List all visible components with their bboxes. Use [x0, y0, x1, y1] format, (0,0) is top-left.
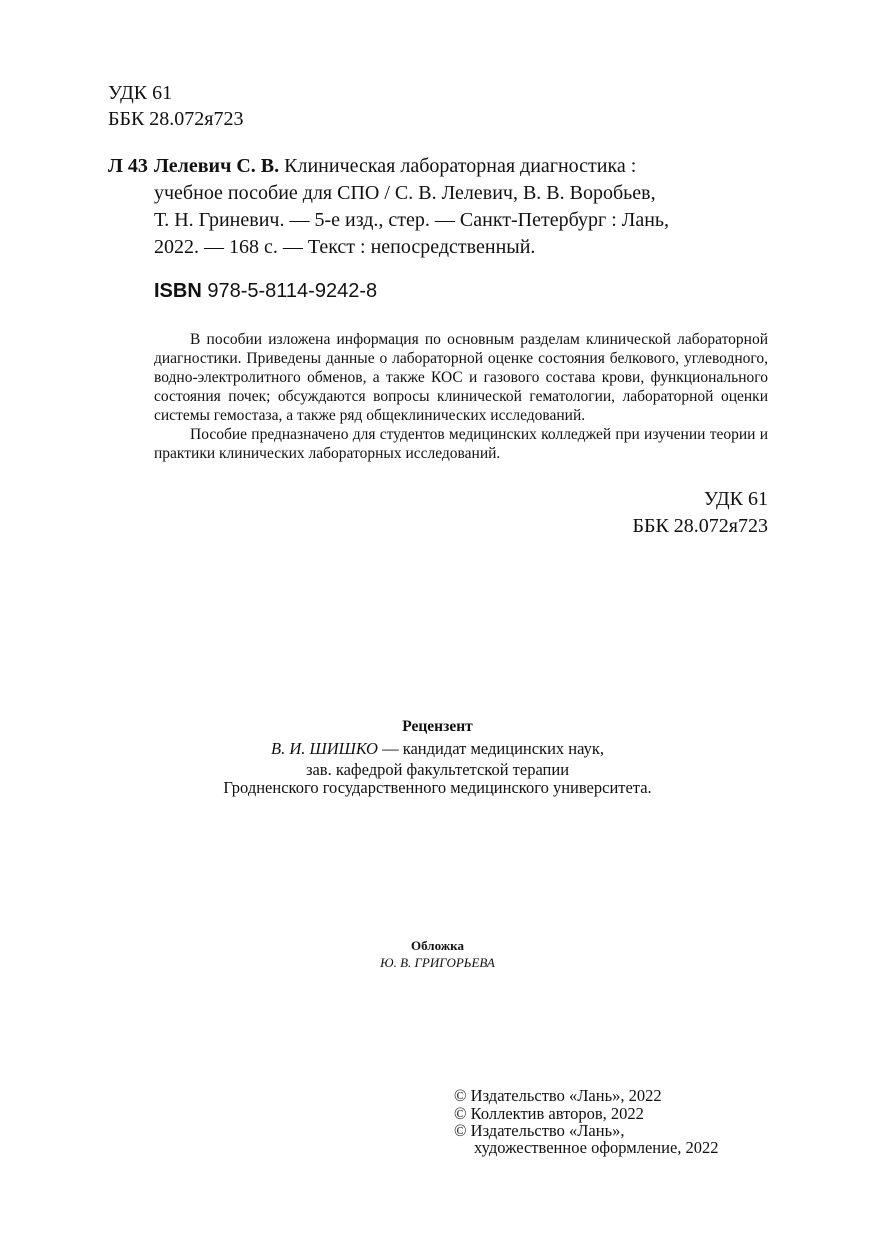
- isbn-number: 978-5-8114-9242-8: [201, 280, 378, 302]
- copyright-line-4: художественное оформление, 2022: [474, 1138, 719, 1157]
- abstract-paragraph-1: В пособии изложена информация по основным разделам клинической лабораторной диагностики. Приведены данные о лабораторной оценке состояния белкового, углеводного, водно-электролитного обменов, а также КОС и газового состава крови, функционального состояния почек; обсуждаются вопросы клинической гематологии, лабораторной оценки системы гемостаза, а также ряд общеклинических исследований.: [154, 331, 768, 424]
- reviewer-heading: Рецензент: [402, 718, 473, 735]
- reviewer-name: В. И. ШИШКО: [271, 739, 378, 758]
- copyright-line-2: © Коллектив авторов, 2022: [454, 1104, 644, 1123]
- reviewer-line-1: [0, 738, 875, 760]
- cover-heading: Обложка: [411, 938, 464, 953]
- reviewer-line-3: Гродненского государственного медицинского университета.: [223, 778, 652, 797]
- bbk-code-top: ББК 28.072я723: [108, 108, 244, 130]
- copyright-line-3: © Издательство «Лань»,: [454, 1121, 625, 1140]
- bibliographic-description: [154, 153, 774, 261]
- reviewer-degree: — кандидат медицинских наук,: [377, 739, 604, 758]
- bibliographic-line-2: учебное пособие для СПО / С. В. Лелевич, В. В. Воробьев,: [154, 182, 656, 204]
- udk-code-top: УДК 61: [108, 82, 173, 104]
- book-title: Клиническая лабораторная диагностика :: [279, 155, 637, 177]
- isbn: [154, 280, 377, 303]
- isbn-label: ISBN: [154, 280, 202, 302]
- author-name: Лелевич С. В.: [154, 155, 280, 177]
- udk-code-right: УДК 61: [703, 488, 768, 510]
- copyright-line-1: © Издательство «Лань», 2022: [454, 1086, 662, 1105]
- cover-designer: Ю. В. ГРИГОРЬЕВА: [380, 955, 495, 970]
- bibliographic-line-4: 2022. — 168 с. — Текст : непосредственный.: [154, 236, 536, 258]
- bibliographic-line-1: [154, 153, 774, 180]
- reviewer-line-2: зав. кафедрой факультетской терапии: [305, 760, 570, 779]
- abstract-paragraph-2: Пособие предназначено для студентов медицинских колледжей при изучении теории и практики клинических лабораторных исследований.: [154, 426, 768, 462]
- bibliographic-line-3: Т. Н. Гриневич. — 5-е изд., стер. — Санкт-Петербург : Лань,: [154, 209, 670, 231]
- abstract: [154, 330, 768, 463]
- bbk-code-right: ББК 28.072я723: [632, 515, 768, 537]
- author-sign: Л 43: [108, 155, 148, 177]
